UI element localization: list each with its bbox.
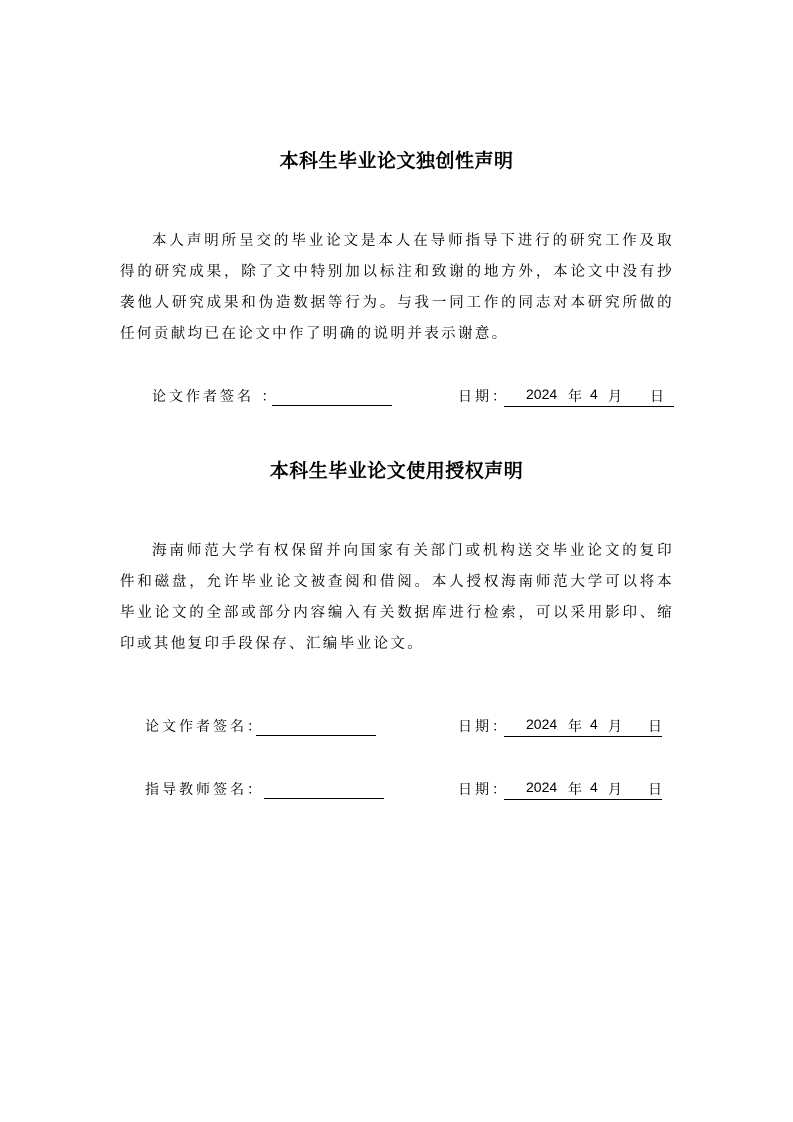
author-signature-field[interactable] — [256, 735, 376, 736]
date-year-unit: 年 — [568, 718, 582, 734]
advisor-date-label: 日期： — [458, 782, 509, 798]
date-month-unit: 月 — [608, 388, 622, 404]
date-day-unit: 日 — [648, 718, 662, 734]
author-date-label: 日期： — [458, 719, 509, 735]
authorization-title: 本科生毕业论文使用授权声明 — [269, 460, 524, 482]
originality-title: 本科生毕业论文独创性声明 — [279, 150, 514, 172]
date-label: 日期： — [458, 389, 509, 405]
date-day-unit: 日 — [650, 388, 664, 404]
date-month-unit: 月 — [608, 781, 622, 797]
date-year: 2024 — [526, 779, 558, 795]
author-signature-label: 论文作者签名： — [145, 719, 264, 735]
advisor-date-field[interactable] — [504, 779, 662, 800]
authorization-author-row — [0, 716, 793, 738]
date-year-unit: 年 — [568, 388, 582, 404]
date-month: 4 — [590, 716, 598, 732]
author-signature-label: 论文作者签名 ： — [152, 389, 279, 405]
advisor-signature-field[interactable] — [264, 798, 384, 799]
date-field[interactable] — [504, 386, 674, 407]
date-day-unit: 日 — [648, 781, 662, 797]
originality-body: 本人声明所呈交的毕业论文是本人在导师指导下进行的研究工作及取得的研究成果，除了文中特别加以标注和致谢的地方外，本论文中没有抄袭他人研究成果和伪造数据等行为。与我一同工作的同志对本研究所做的任何贡献均已在论文中作了明确的说明并表示谢意。 — [120, 233, 674, 342]
authorization-advisor-row — [0, 779, 793, 801]
date-month: 4 — [590, 779, 598, 795]
date-month: 4 — [590, 386, 598, 402]
authorization-body: 海南师范大学有权保留并向国家有关部门或机构送交毕业论文的复印件和磁盘，允许毕业论文被查阅和借阅。本人授权海南师范大学可以将本毕业论文的全部或部分内容编入有关数据库进行检索，可以采用影印、缩印或其他复印手段保存、汇编毕业论文。 — [120, 543, 674, 652]
author-signature-field[interactable] — [272, 405, 392, 406]
author-date-field[interactable] — [504, 716, 662, 737]
advisor-signature-label: 指导教师签名： — [145, 782, 264, 798]
originality-signature-row — [0, 386, 793, 408]
date-month-unit: 月 — [608, 718, 622, 734]
date-year: 2024 — [526, 716, 558, 732]
date-year-unit: 年 — [568, 781, 582, 797]
date-year: 2024 — [526, 386, 558, 402]
